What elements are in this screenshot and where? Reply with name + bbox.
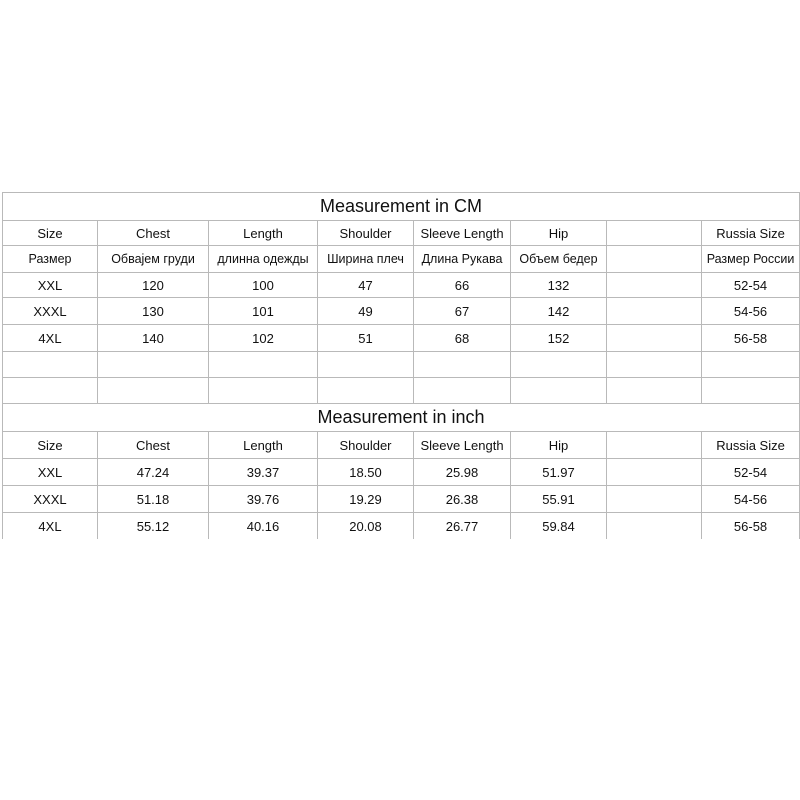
inch-header-row — [3, 432, 800, 459]
table-cell: 102 — [209, 325, 318, 352]
cm-title: Measurement in CM — [3, 193, 800, 221]
empty-cell — [318, 352, 414, 378]
inch-title-row — [3, 404, 800, 432]
table-cell: 51 — [318, 325, 414, 352]
header-ru-cell: Ширина плеч — [318, 246, 414, 273]
blank-row — [3, 378, 800, 404]
table-cell — [607, 486, 702, 513]
empty-cell — [702, 378, 800, 404]
inch-row-4xl — [3, 513, 800, 540]
empty-cell — [607, 378, 702, 404]
table-cell: 40.16 — [209, 513, 318, 540]
cm-title-row — [3, 193, 800, 221]
table-cell — [607, 325, 702, 352]
header-cell: Size — [3, 432, 98, 459]
header-cell: Hip — [511, 221, 607, 246]
header-cell: Length — [209, 221, 318, 246]
table-cell: 68 — [414, 325, 511, 352]
table-cell: 142 — [511, 298, 607, 325]
cm-header-row — [3, 221, 800, 246]
empty-cell — [511, 378, 607, 404]
empty-cell — [414, 378, 511, 404]
header-cell: Chest — [98, 432, 209, 459]
table-cell: 101 — [209, 298, 318, 325]
table-cell: 51.97 — [511, 459, 607, 486]
header-cell: Length — [209, 432, 318, 459]
table-cell: 49 — [318, 298, 414, 325]
table-cell: 59.84 — [511, 513, 607, 540]
header-ru-cell: Размер России — [702, 246, 800, 273]
table-cell: 67 — [414, 298, 511, 325]
empty-cell — [98, 378, 209, 404]
header-cell: Shoulder — [318, 432, 414, 459]
header-ru-cell: Длина Рукава — [414, 246, 511, 273]
header-cell: Chest — [98, 221, 209, 246]
table-cell: 39.76 — [209, 486, 318, 513]
table-cell: 56-58 — [702, 513, 800, 540]
table-cell: XXXL — [3, 486, 98, 513]
empty-cell — [607, 352, 702, 378]
table-cell: XXXL — [3, 298, 98, 325]
table-cell: 51.18 — [98, 486, 209, 513]
table-cell: 47.24 — [98, 459, 209, 486]
table-cell: 132 — [511, 273, 607, 298]
table-cell: 120 — [98, 273, 209, 298]
table-cell: 55.91 — [511, 486, 607, 513]
inch-title: Measurement in inch — [3, 404, 800, 432]
table-cell: 140 — [98, 325, 209, 352]
header-cell: Size — [3, 221, 98, 246]
inch-row-xxl — [3, 459, 800, 486]
cm-row-xxl — [3, 273, 800, 298]
table-cell — [607, 298, 702, 325]
table-cell: 66 — [414, 273, 511, 298]
table-cell: XXL — [3, 459, 98, 486]
table-cell: 4XL — [3, 513, 98, 540]
empty-cell — [511, 352, 607, 378]
table-cell — [607, 459, 702, 486]
header-cell: Sleeve Length — [414, 432, 511, 459]
table-cell: 54-56 — [702, 298, 800, 325]
empty-cell — [702, 352, 800, 378]
table-cell: 47 — [318, 273, 414, 298]
empty-cell — [209, 352, 318, 378]
header-ru-cell: Обвајем груди — [98, 246, 209, 273]
table-cell: 26.77 — [414, 513, 511, 540]
table-cell: 52-54 — [702, 459, 800, 486]
blank-row — [3, 352, 800, 378]
header-cell: Sleeve Length — [414, 221, 511, 246]
empty-cell — [414, 352, 511, 378]
empty-cell — [98, 352, 209, 378]
table-cell: 130 — [98, 298, 209, 325]
table-cell — [607, 513, 702, 540]
table-cell — [607, 273, 702, 298]
header-cell: Russia Size — [702, 432, 800, 459]
table-cell: XXL — [3, 273, 98, 298]
header-ru-cell: Объем бедер — [511, 246, 607, 273]
table-cell: 100 — [209, 273, 318, 298]
header-cell: Hip — [511, 432, 607, 459]
header-cell — [607, 432, 702, 459]
table-cell: 152 — [511, 325, 607, 352]
header-cell — [607, 221, 702, 246]
table-cell: 19.29 — [318, 486, 414, 513]
empty-cell — [3, 352, 98, 378]
empty-cell — [3, 378, 98, 404]
cm-row-4xl — [3, 325, 800, 352]
table-cell: 26.38 — [414, 486, 511, 513]
table-cell: 4XL — [3, 325, 98, 352]
table-cell: 25.98 — [414, 459, 511, 486]
empty-cell — [318, 378, 414, 404]
table-cell: 52-54 — [702, 273, 800, 298]
header-cell: Russia Size — [702, 221, 800, 246]
table-cell: 56-58 — [702, 325, 800, 352]
table-cell: 39.37 — [209, 459, 318, 486]
cm-header-ru-row — [3, 246, 800, 273]
inch-row-xxxl — [3, 486, 800, 513]
size-chart-table — [2, 192, 800, 539]
header-cell: Shoulder — [318, 221, 414, 246]
header-ru-cell — [607, 246, 702, 273]
empty-cell — [209, 378, 318, 404]
table-cell: 54-56 — [702, 486, 800, 513]
table-cell: 20.08 — [318, 513, 414, 540]
cm-row-xxxl — [3, 298, 800, 325]
header-ru-cell: длинна одежды — [209, 246, 318, 273]
table-cell: 55.12 — [98, 513, 209, 540]
header-ru-cell: Размер — [3, 246, 98, 273]
table-cell: 18.50 — [318, 459, 414, 486]
